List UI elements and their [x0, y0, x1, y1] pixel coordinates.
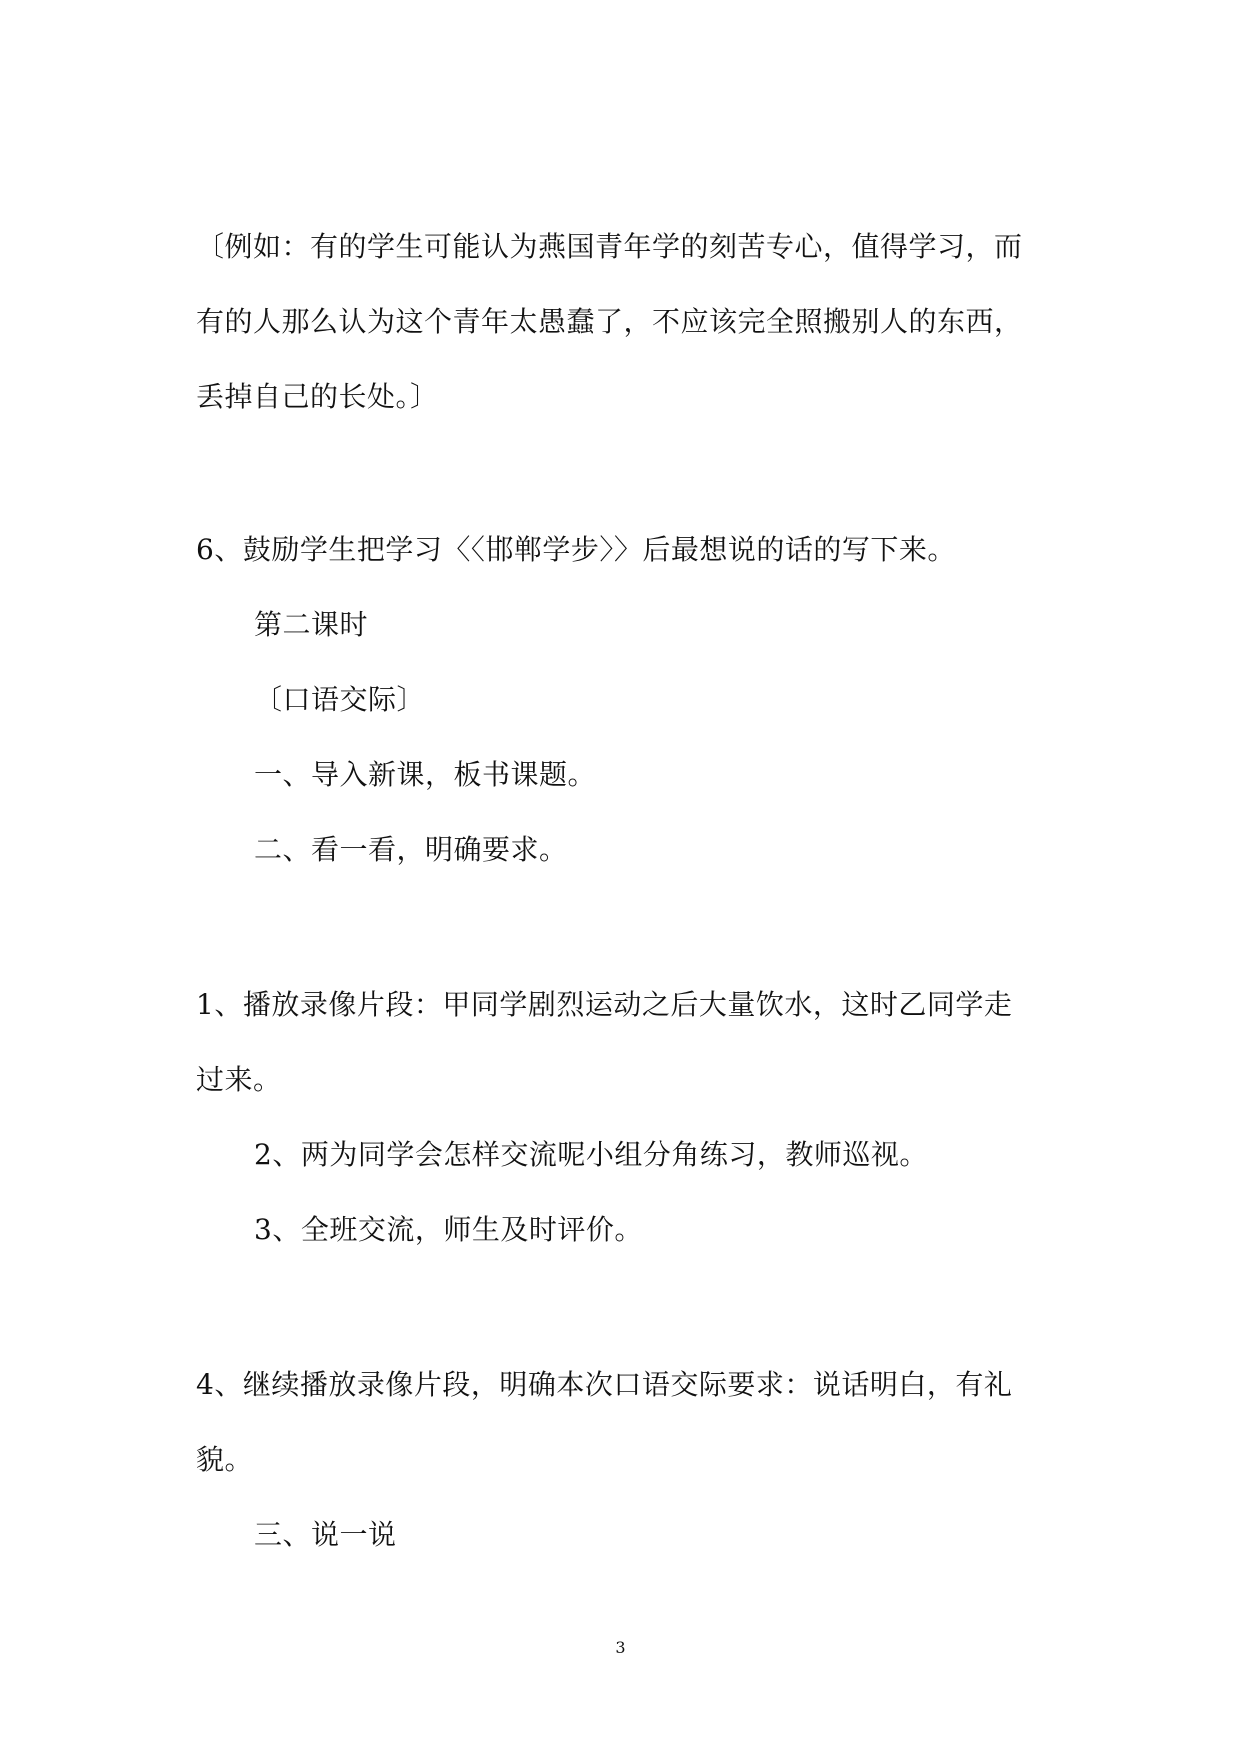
item-4-line-2: 貌。 [196, 1443, 254, 1476]
step-3-text: 三、说一说 [254, 1518, 397, 1551]
example-text-line-1: 〔例如：有的学生可能认为燕国青年学的刻苦专心，值得学习，而 [196, 230, 1023, 263]
item-2-text: 2、两为同学会怎样交流呢小组分角练习，教师巡视。 [254, 1138, 928, 1171]
item-1-line-2: 过来。 [196, 1063, 282, 1096]
item-6-text: 6、鼓励学生把学习〈〈邯郸学步〉〉后最想说的话的写下来。 [196, 533, 956, 566]
item-1-line-1: 1、播放录像片段：甲同学剧烈运动之后大量饮水，这时乙同学走 [196, 988, 1013, 1021]
example-text-line-2: 有的人那么认为这个青年太愚蠢了，不应该完全照搬别人的东西， [196, 305, 1023, 338]
section-heading: 〔口语交际〕 [254, 683, 426, 716]
lesson-heading: 第二课时 [254, 608, 369, 641]
step-1-text: 一、导入新课，板书课题。 [254, 758, 597, 791]
item-4-line-1: 4、继续播放录像片段，明确本次口语交际要求：说话明白，有礼 [196, 1368, 1013, 1401]
step-2-text: 二、看一看，明确要求。 [254, 833, 568, 866]
item-3-text: 3、全班交流，师生及时评价。 [254, 1213, 643, 1246]
example-text-line-3: 丢掉自己的长处。〕 [196, 380, 439, 413]
page-number: 3 [615, 1638, 626, 1657]
